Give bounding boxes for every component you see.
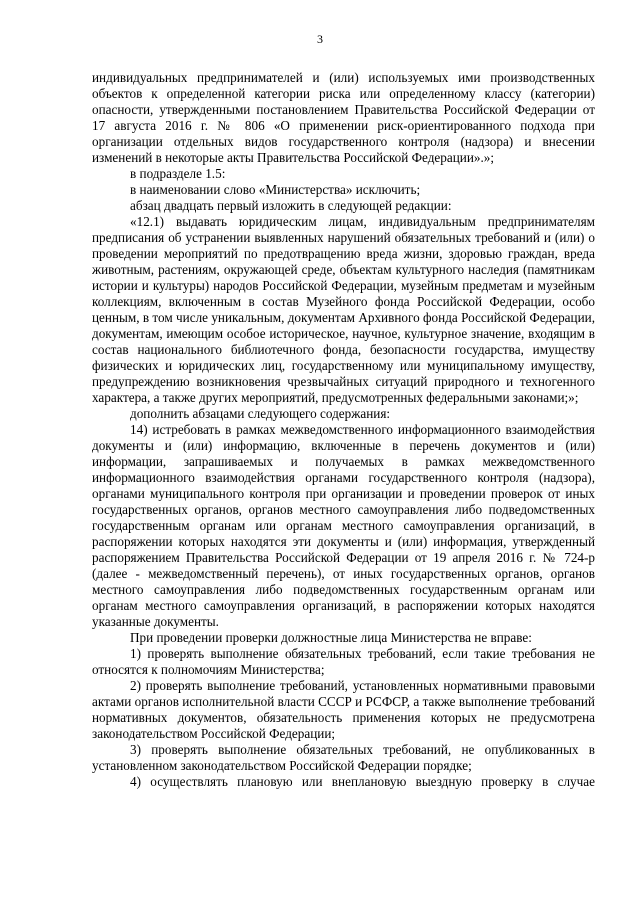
paragraph-item-12-1: «12.1) выдавать юридическим лицам, индивидуальным предпринимателям предписания об устранении выявленных нарушений обязательных требований и (или) о проведении мероприятий по предотвращению вреда жизни, здоровью граждан, вреда животным, растениям, окружающей среде, объектам культурного наследия (памятникам истории и культуры) народов Российской Федерации, музейным предметам и музейным коллекциям, включенным в состав Музейного фонда Российской Федерации, особо ценным, в том числе уникальным, документам Архивного фонда Российской Федерации, документам, имеющим особое историческое, научное, культурное значение, входящим в состав национального библиотечного фонда, безопасности государства, имуществу физических и юридических лиц, государственному или муниципальному имуществу, предупреждению возникновения чрезвычайных ситуаций природного и техногенного характера, а также других мероприятий, предусмотренных федеральными законами;»;: [92, 214, 595, 405]
paragraph-name-change: в наименовании слово «Министерства» исключить;: [130, 182, 421, 197]
paragraph-subsection: в подразделе 1.5:: [130, 166, 226, 181]
paragraph-restriction-4: 4) осуществлять плановую или внеплановую выездную проверку в случае: [130, 774, 595, 789]
paragraph-intro-continuation: индивидуальных предпринимателей и (или) используемых ими производственных объектов к определенной категории риска или определенному классу (категории) опасности, утвержденными постановлением Правительства Российской Федерации от 17 августа 2016 г. № 806 «О применении риск-ориентированного подхода при организации отдельных видов государственного контроля (надзора) и внесении изменений в некоторые акты Правительства Российской Федерации».»;: [92, 70, 595, 165]
document-body: [92, 70, 595, 790]
paragraph-restriction-2: 2) проверять выполнение требований, установленных нормативными правовыми актами органов исполнительной власти СССР и РСФСР, а также выполнение требований нормативных документов, обязательность применения которых не предусмотрена законодательством Российской Федерации;: [92, 678, 595, 741]
page-number: 3: [317, 32, 323, 46]
paragraph-restriction-3: 3) проверять выполнение обязательных требований, не опубликованных в установленном законодательством Российской Федерации порядке;: [92, 742, 595, 773]
paragraph-item-14: 14) истребовать в рамках межведомственного информационного взаимодействия документы и (или) информацию, включенные в перечень документов и (или) информации, запрашиваемых и получаемых в рамках межведомственного информационного взаимодействия органами государственного контроля (надзора), органами муниципального контроля при организации и проведении проверок от иных государственных органов, органов местного самоуправления либо подведомственных государственным органам или органам местного самоуправления организаций, в распоряжении которых находятся эти документы и (или) информация, утвержденный распоряжением Правительства Российской Федерации от 19 апреля 2016 г. № 724-р (далее - межведомственный перечень), от иных государственных органов, органов местного самоуправления либо подведомственных государственным органам или органам местного самоуправления организаций, в распоряжении которых находятся указанные документы.: [92, 422, 595, 629]
paragraph-restriction-1: 1) проверять выполнение обязательных требований, если такие требования не относятся к полномочиям Министерства;: [92, 646, 595, 677]
paragraph-add-abzacs: дополнить абзацами следующего содержания:: [130, 406, 391, 421]
paragraph-abzac-21: абзац двадцать первый изложить в следующей редакции:: [130, 198, 452, 213]
paragraph-restrictions-intro: При проведении проверки должностные лица Министерства не вправе:: [130, 630, 532, 645]
